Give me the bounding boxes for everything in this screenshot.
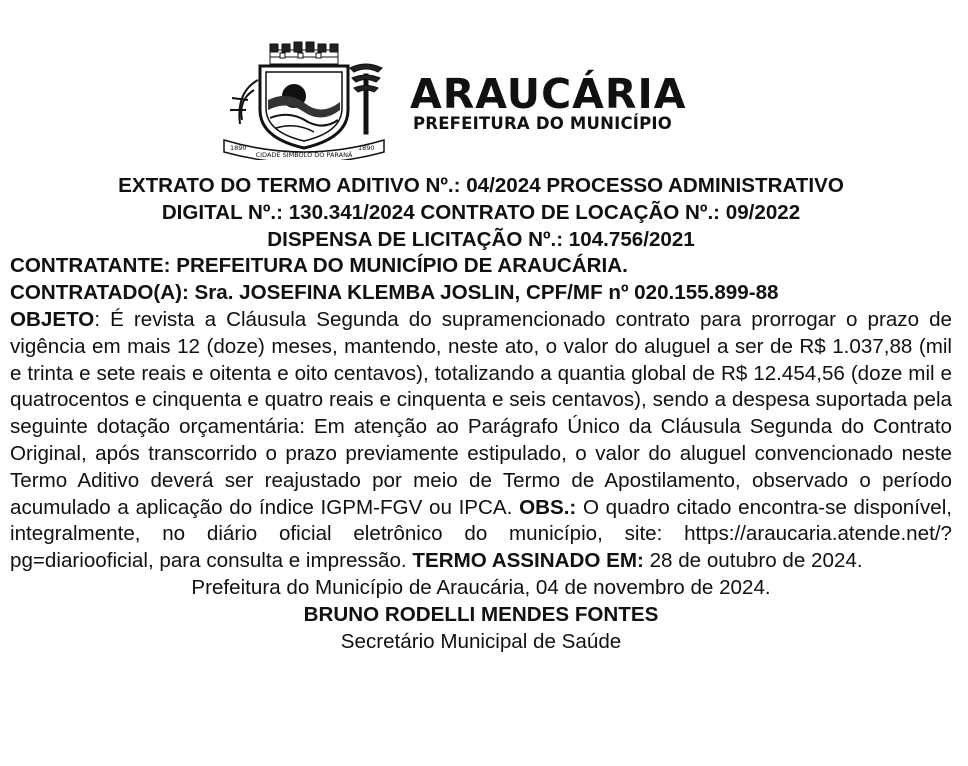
city-subtitle: PREFEITURA DO MUNICÍPIO <box>413 114 672 133</box>
document-body <box>10 173 952 655</box>
araucaria-coat-of-arms-icon <box>218 40 390 160</box>
crest-year-right: 1890 <box>358 144 375 152</box>
crest-motto: CIDADE SÍMBOLO DO PARANÁ <box>255 151 353 159</box>
contratante-line: CONTRATANTE: PREFEITURA DO MUNICÍPIO DE ARAUCÁRIA. <box>10 254 628 278</box>
document-title-line-3: DISPENSA DE LICITAÇÃO Nº.: 104.756/2021 <box>267 227 695 251</box>
obs-text: O quadro citado encontra-se disponível, integralmente, no diário oficial eletrônico do município, site: https://araucaria.atende.net/?pg=diariooficial, para consulta e impressão. <box>10 495 952 573</box>
city-name: ARAUCÁRIA <box>410 70 687 118</box>
obs-label: OBS.: <box>519 495 577 519</box>
document-title-line-2: DIGITAL Nº.: 130.341/2024 CONTRATO DE LOCAÇÃO Nº.: 09/2022 <box>161 200 801 224</box>
signer-role: Secretário Municipal de Saúde <box>340 629 622 653</box>
crest-year-left: 1890 <box>230 144 247 152</box>
document-title-line-1: EXTRATO DO TERMO ADITIVO Nº.: 04/2024 PROCESSO ADMINISTRATIVO <box>118 174 844 197</box>
signer-name: BRUNO RODELLI MENDES FONTES <box>303 602 659 626</box>
page-header <box>0 0 968 168</box>
contratado-line: CONTRATADO(A): Sra. JOSEFINA KLEMBA JOSLIN, CPF/MF nº 020.155.899-88 <box>10 281 779 305</box>
objeto-text: : É revista a Cláusula Segunda do supramencionado contrato para prorrogar o prazo de vigência em mais 12 (doze) meses, mantendo, neste ato, o valor do aluguel a ser de R$ 1.037,88 (mil e trinta e sete reais e oitenta e oito centavos), totalizando a quantia global de R$ 12.454,56 (doze mil e quatrocentos e cinquenta e quatro reais e cinquenta e seis centavos), sendo a despesa suportada pela seguinte dotação orçamentária: Em atenção ao Parágrafo Único da Cláusula Segunda do Contrato Original, após transcorrido o prazo previamente estipulado, o valor do aluguel convencionado neste Termo Aditivo deverá ser reajustado por meio de Termo de Apostilamento, observado o período acumulado a aplicação do índice IGPM-FGV ou IPCA. <box>10 307 952 519</box>
brand-block <box>410 70 687 133</box>
objeto-paragraph <box>10 307 952 575</box>
objeto-label: OBJETO <box>10 307 95 331</box>
signed-label: TERMO ASSINADO EM: <box>412 549 644 573</box>
signed-date: 28 de outubro de 2024. <box>643 549 863 573</box>
place-date-line: Prefeitura do Município de Araucária, 04 de novembro de 2024. <box>191 575 771 599</box>
